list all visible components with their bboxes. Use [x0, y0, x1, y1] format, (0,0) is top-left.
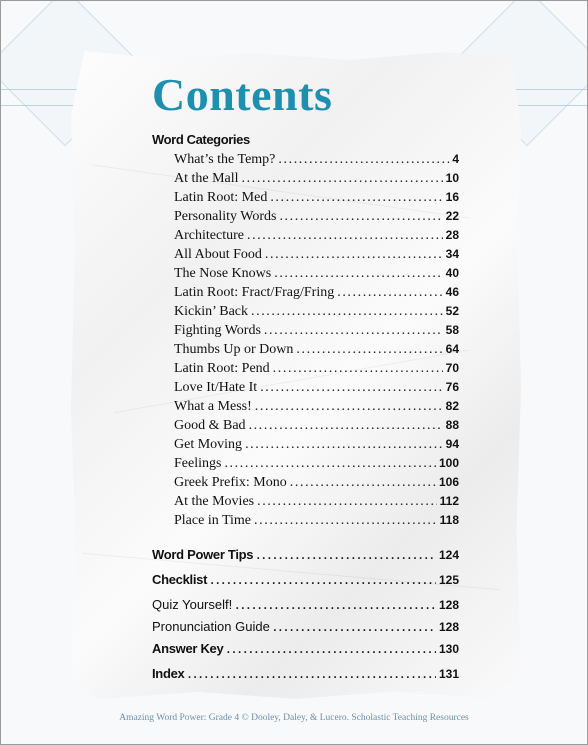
- toc-main-entry[interactable]: [152, 596, 459, 614]
- toc-entry[interactable]: [174, 264, 459, 282]
- toc-entry-page: 64: [445, 342, 459, 356]
- toc-entry[interactable]: [174, 397, 459, 415]
- toc-entry-label: Personality Words: [174, 209, 277, 224]
- toc-main-entry-page: 130: [438, 642, 459, 656]
- toc-main-entry-page: 124: [438, 548, 459, 562]
- toc-main-entry-label: Pronunciation Guide: [152, 619, 270, 634]
- toc-entry-page: 70: [445, 361, 459, 375]
- toc-entry[interactable]: [174, 359, 459, 377]
- toc-entry-label: Thumbs Up or Down: [174, 342, 294, 357]
- toc-entry-page: 40: [445, 266, 459, 280]
- toc-entry[interactable]: [174, 378, 459, 396]
- section-heading: Word Categories: [152, 132, 250, 147]
- toc-main-entry-label: Answer Key: [152, 641, 224, 656]
- toc-entry-label: Latin Root: Pend: [174, 361, 270, 376]
- toc-entry-page: 88: [445, 418, 459, 432]
- toc-entry-page: 34: [445, 247, 459, 261]
- toc-entry-page: 112: [439, 494, 459, 508]
- toc-entry[interactable]: [174, 321, 459, 339]
- toc-entry-page: 22: [445, 209, 459, 223]
- toc-entry-label: Latin Root: Med: [174, 190, 268, 205]
- toc-main-entry-label: Word Power Tips: [152, 547, 254, 562]
- toc-entry-label: The Nose Knows: [174, 266, 272, 281]
- toc-entry[interactable]: [174, 416, 459, 434]
- toc-entry[interactable]: [174, 302, 459, 320]
- toc-entry-label: Feelings: [174, 456, 222, 471]
- toc-entry-page: 76: [445, 380, 459, 394]
- toc-entry[interactable]: [174, 435, 459, 453]
- toc-entry-page: 58: [445, 323, 459, 337]
- toc-main-entry[interactable]: [152, 546, 459, 564]
- toc-entry-label: All About Food: [174, 247, 262, 262]
- toc-main-entry-label: Index: [152, 666, 185, 681]
- toc-entry-page: 118: [439, 513, 459, 527]
- toc-entry-page: 46: [445, 285, 459, 299]
- toc-entry[interactable]: [174, 188, 459, 206]
- toc-entry-page: 106: [438, 475, 459, 489]
- footer-credit: Amazing Word Power: Grade 4 © Dooley, Daley, & Lucero. Scholastic Teaching Resources: [119, 713, 469, 723]
- toc-entry-label: What a Mess!: [174, 399, 252, 414]
- toc-entry-page: 28: [445, 228, 459, 242]
- toc-entry[interactable]: [174, 454, 459, 472]
- toc-entry-label: Place in Time: [174, 513, 252, 528]
- toc-entry-label: Architecture: [174, 228, 244, 243]
- toc-entry-page: 4: [452, 152, 459, 166]
- toc-entry[interactable]: [174, 207, 459, 225]
- toc-entry[interactable]: [174, 226, 459, 244]
- toc-entry-page: 94: [445, 437, 459, 451]
- toc-entry-label: What’s the Temp?: [174, 152, 276, 167]
- toc-entry[interactable]: [174, 283, 459, 301]
- toc-entry-page: 100: [438, 456, 459, 470]
- toc-entry[interactable]: [174, 511, 459, 529]
- toc-main-entry[interactable]: [152, 571, 459, 589]
- toc-entry[interactable]: [174, 473, 459, 491]
- toc-main-entry-page: 128: [438, 598, 459, 612]
- toc-entry-label: Get Moving: [174, 437, 243, 452]
- toc-main-entry[interactable]: [152, 640, 459, 658]
- toc-main-entry-label: Quiz Yourself!: [152, 597, 233, 612]
- toc-entry-label: Kickin’ Back: [174, 304, 248, 319]
- toc-entry-label: Greek Prefix: Mono: [174, 475, 287, 490]
- toc-entry-label: Fighting Words: [174, 323, 261, 338]
- toc-main-entry-page: 131: [438, 667, 459, 681]
- toc-entry[interactable]: [174, 169, 459, 187]
- toc-entry-page: 16: [445, 190, 459, 204]
- toc-main-entry-page: 128: [438, 620, 459, 634]
- toc-main-entry-label: Checklist: [152, 572, 208, 587]
- toc-main-entry[interactable]: [152, 665, 459, 683]
- toc-entry-label: Love It/Hate It: [174, 380, 258, 395]
- toc-entry[interactable]: [174, 150, 459, 168]
- toc-entry[interactable]: [174, 245, 459, 263]
- toc-entry-page: 10: [445, 171, 459, 185]
- toc-entry[interactable]: [174, 340, 459, 358]
- page-title: Contents: [152, 69, 333, 120]
- toc-entry-label: At the Movies: [174, 494, 255, 509]
- toc-main-entry-page: 125: [438, 573, 459, 587]
- toc-entry-label: At the Mall: [174, 171, 239, 186]
- toc-entry-page: 52: [445, 304, 459, 318]
- toc-entry[interactable]: [174, 492, 459, 510]
- toc-entry-label: Good & Bad: [174, 418, 246, 433]
- toc-entry-label: Latin Root: Fract/Frag/Fring: [174, 285, 335, 300]
- toc-entry-page: 82: [445, 399, 459, 413]
- toc-main-entry[interactable]: [152, 618, 459, 636]
